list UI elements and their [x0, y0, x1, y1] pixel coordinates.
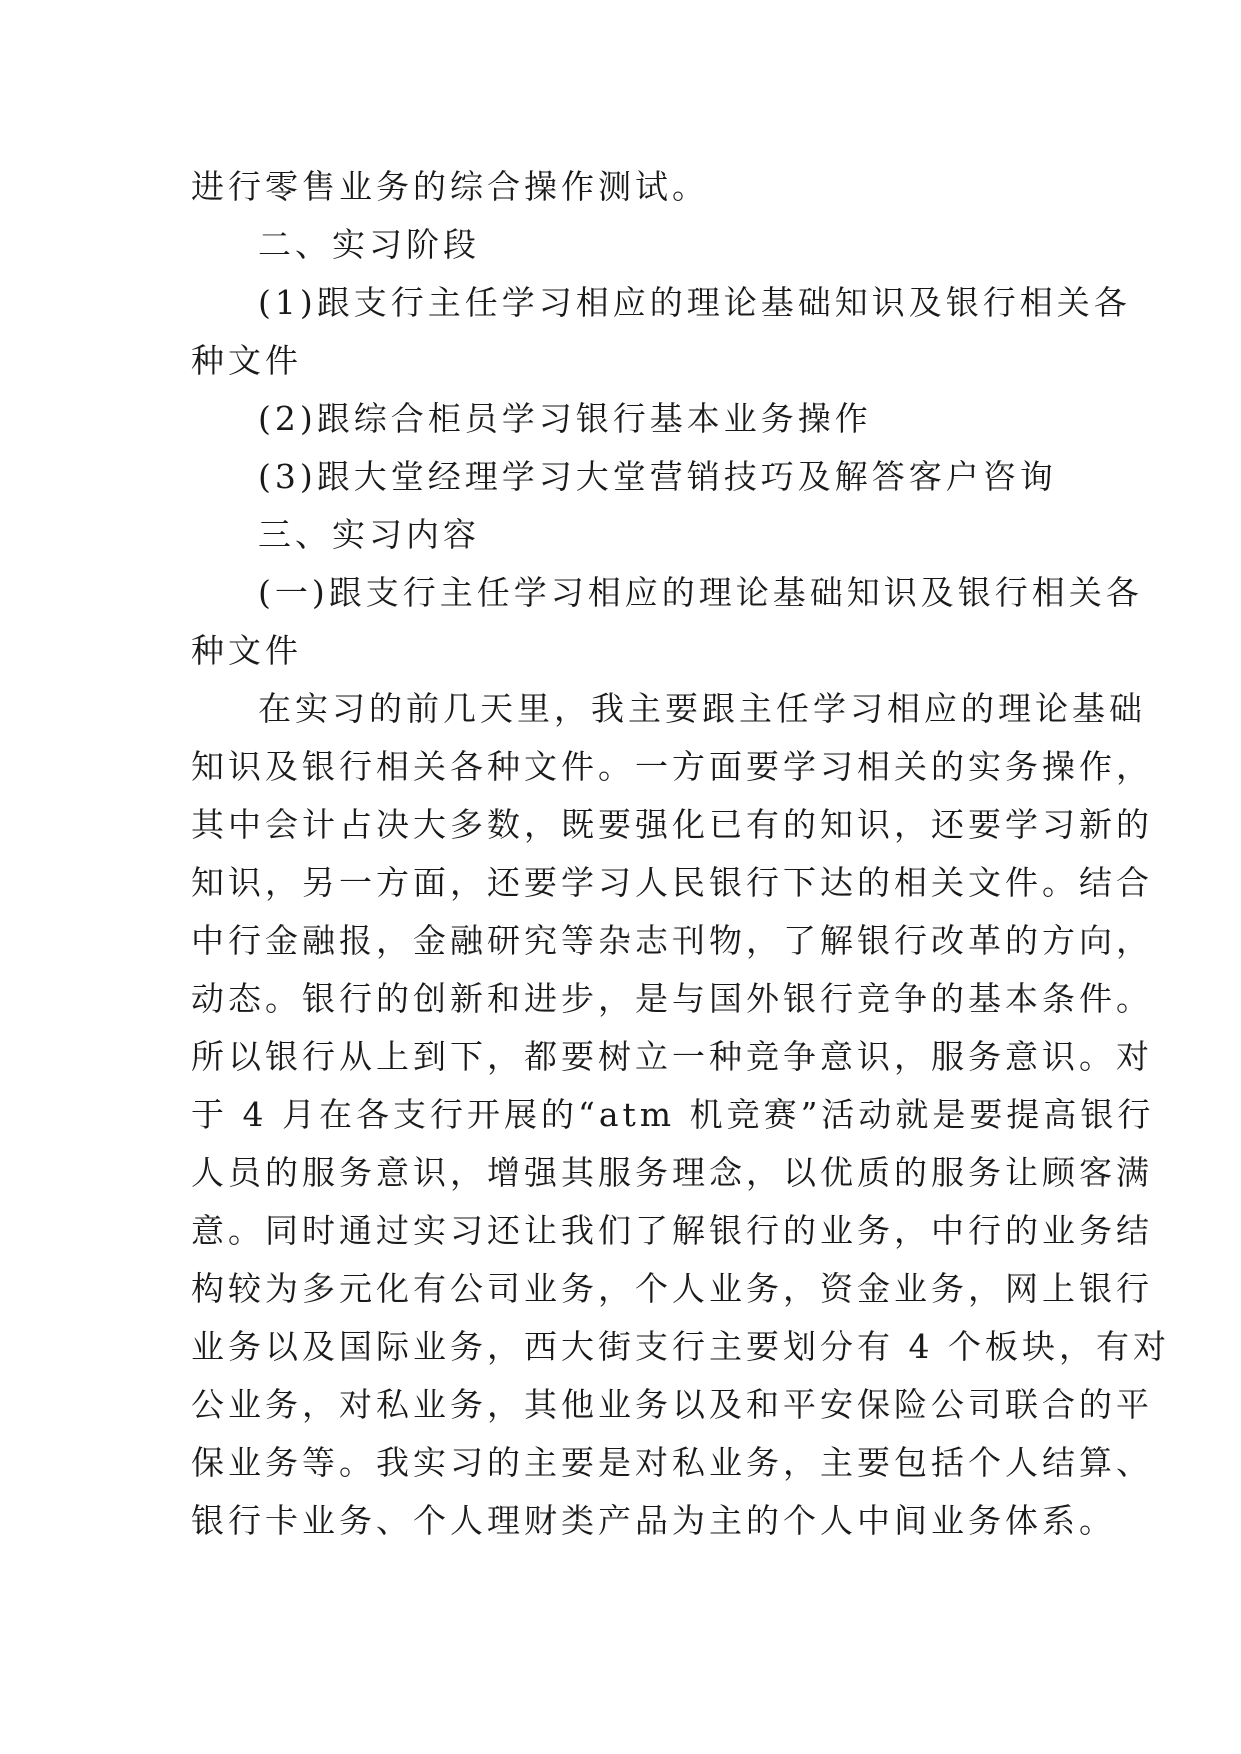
- paragraph-line: 业务以及国际业务，西大街支行主要划分有 4 个板块，有对: [191, 1327, 1170, 1366]
- text-line: 进行零售业务的综合操作测试。: [191, 167, 709, 206]
- section-heading: 二、实习阶段: [258, 225, 480, 264]
- paragraph-line: 在实习的前几天里，我主要跟主任学习相应的理论基础: [258, 689, 1146, 728]
- paragraph-line: 动态。银行的创新和进步，是与国外银行竞争的基本条件。: [191, 979, 1153, 1018]
- subsection-heading: (一)跟支行主任学习相应的理论基础知识及银行相关各: [258, 573, 1143, 612]
- paragraph-line: 中行金融报，金融研究等杂志刊物，了解银行改革的方向，: [191, 921, 1153, 960]
- section-heading: 三、实习内容: [258, 515, 480, 554]
- paragraph-line: 公业务，对私业务，其他业务以及和平安保险公司联合的平: [191, 1385, 1153, 1424]
- paragraph-line: 所以银行从上到下，都要树立一种竞争意识，服务意识。对: [191, 1037, 1153, 1076]
- paragraph-line: 于 4 月在各支行开展的“atm 机竞赛”活动就是要提高银行: [191, 1095, 1155, 1134]
- paragraph-line: 知识及银行相关各种文件。一方面要学习相关的实务操作，: [191, 747, 1153, 786]
- paragraph-line: 构较为多元化有公司业务，个人业务，资金业务，网上银行: [191, 1269, 1153, 1308]
- list-item: (1)跟支行主任学习相应的理论基础知识及银行相关各: [258, 283, 1131, 322]
- text-line: 种文件: [191, 631, 302, 670]
- paragraph-line: 银行卡业务、个人理财类产品为主的个人中间业务体系。: [191, 1501, 1116, 1540]
- list-item: (3)跟大堂经理学习大堂营销技巧及解答客户咨询: [258, 457, 1057, 496]
- text-line: 种文件: [191, 341, 302, 380]
- paragraph-line: 意。同时通过实习还让我们了解银行的业务，中行的业务结: [191, 1211, 1153, 1250]
- list-item: (2)跟综合柜员学习银行基本业务操作: [258, 399, 872, 438]
- paragraph-line: 保业务等。我实习的主要是对私业务，主要包括个人结算、: [191, 1443, 1153, 1482]
- paragraph-line: 知识，另一方面，还要学习人民银行下达的相关文件。结合: [191, 863, 1153, 902]
- paragraph-line: 其中会计占决大多数，既要强化已有的知识，还要学习新的: [191, 805, 1153, 844]
- document-body: [191, 158, 1170, 1550]
- paragraph-line: 人员的服务意识，增强其服务理念，以优质的服务让顾客满: [191, 1153, 1153, 1192]
